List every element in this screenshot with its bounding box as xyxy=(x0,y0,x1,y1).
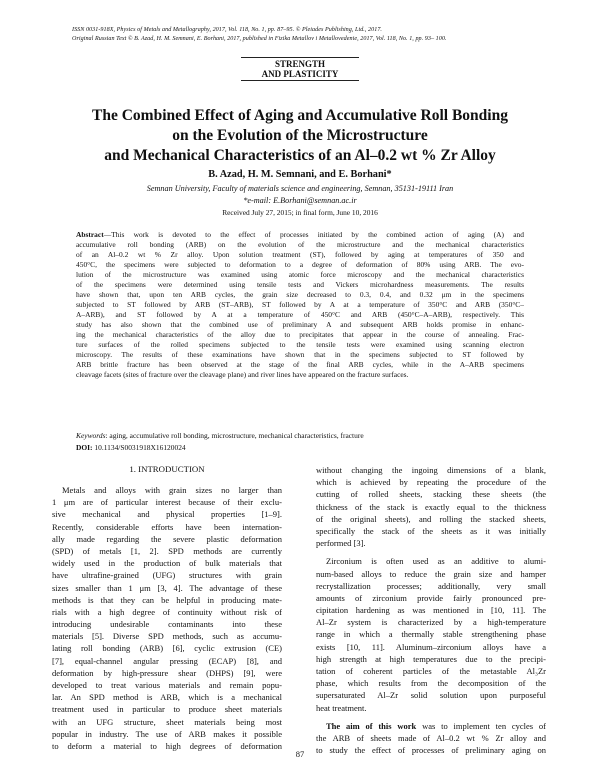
body-line: Zirconium is often used as an additive to alumi- xyxy=(326,556,546,567)
body-line: supersaturated Al–Zr solid solution upon purposeful xyxy=(316,690,546,701)
body-line: without changing the ingoing dimensions of a blank, xyxy=(316,465,546,475)
abstract-line: subjected to ST followed by ARB (ST–ARB), ST followed by A at a temperature of 350°C and ARB (350°C– xyxy=(76,300,524,309)
abstract-line: microscopy. The results of these examinations have shown that in the specimens subjected to ST followed by xyxy=(76,350,524,359)
section-label-line-1: STRENGTH xyxy=(274,59,325,69)
body-line: to study the effect of processes of preliminary aging on xyxy=(316,745,546,756)
body-line: ally made regarding the severe plastic deformation xyxy=(52,533,282,544)
abstract-line: cleavage facets (sites of fracture over the cleavage plane) and river lines have appeared on the fracture surfaces. xyxy=(76,370,409,379)
authors: B. Azad, H. M. Semnani, and E. Borhani* xyxy=(208,169,392,180)
body-line: range in which a thermally stable strengthening phase xyxy=(316,629,546,640)
body-line: introducing undesirable contaminants into these xyxy=(52,619,282,630)
body-line: cipitation hardening as was mentioned in [10, 11]. The xyxy=(316,605,546,616)
body-line: materials [5]. Diverse SPD methods, such as accumu- xyxy=(52,631,282,642)
abstract-label: Abstract xyxy=(76,230,104,239)
body-line: developed to treat various materials and remain popu- xyxy=(52,680,282,690)
introduction-heading: 1. INTRODUCTION xyxy=(129,464,205,474)
abstract-line: 450°C, the specimens were subjected to deformation to a degree of deformation of 80% using ARB. The evo- xyxy=(76,260,524,269)
section-label-line-2: AND PLASTICITY xyxy=(261,69,339,79)
abstract-line: have shown that, upon ten ARB cycles, the grain size decreased to 0.3, 0.4, and 0.32 μm in the specimens xyxy=(76,290,524,299)
body-line: Metals and alloys with grain sizes no larger than xyxy=(62,485,282,495)
body-line: rials with a high degree of continuity without risk of xyxy=(52,606,282,617)
paper-title-line-1: The Combined Effect of Aging and Accumulative Roll Bonding xyxy=(92,107,508,124)
body-line: [7], equal-channel angular pressing (ECAP) [8], and xyxy=(52,655,282,666)
abstract-line: Abstract—This work is devoted to the effect of processes initiated by the combined action of aging (A) and xyxy=(76,230,524,239)
body-line: lar. An SPD method is ARB, which is a mechanical xyxy=(52,692,282,703)
abstract-line: of the specimens were determined using tensile tests and Vickers microhardness measurements. The results xyxy=(76,280,524,289)
body-line: to deform a material to high degrees of deformation xyxy=(52,740,282,751)
body-line: specifically the stack of the sheets as it was initially xyxy=(316,525,546,536)
body-line: popular in industry. The use of ARB makes it possible xyxy=(52,728,282,739)
body-line: performed [3]. xyxy=(316,538,366,549)
body-line: Recently, considerable efforts have been internation- xyxy=(52,521,282,532)
doi-value[interactable]: 10.1134/S0031918X16120024 xyxy=(94,443,186,452)
paper-title-line-2: on the Evolution of the Microstructure xyxy=(172,127,428,144)
abstract-line: A–ARB), and ST followed by A at a temperature of 450°C and ARB (450°C–A–ARB), respectively. This xyxy=(76,310,524,319)
body-line: heat treatment. xyxy=(316,702,367,713)
keywords-label: Keywords xyxy=(76,431,106,440)
body-line: have ultrafine-grained (UFG) structures with grain xyxy=(52,570,282,581)
abstract-line: study has also shown that the combined use of preliminary A and subsequent ARB holds promise in enhanc- xyxy=(76,320,524,329)
body-line: tation of coherent particles of the metastable Al₃Zr xyxy=(316,666,546,676)
body-line: of the original sheets), and rolling the stacked sheets, xyxy=(316,513,546,524)
body-line: methods is that they can be helpful in producing mate- xyxy=(52,594,282,605)
abstract-line: of an Al–0.2 wt % Zr alloy. Upon solution treatment (ST), followed by aging at temperatures of 350 and xyxy=(76,250,524,259)
body-line: 1 μm are of particular interest because of their exclu- xyxy=(52,497,282,508)
body-line: with an UFG structure, sheet materials being most xyxy=(52,716,282,727)
body-line: thickness of the stack is exactly equal to the thickness xyxy=(316,501,546,512)
paper-title-line-3: and Mechanical Characteristics of an Al–0.2 wt % Zr Alloy xyxy=(104,147,496,164)
section-rule-bottom xyxy=(241,80,359,81)
body-line: high strength at high temperatures due to the precipi- xyxy=(316,653,546,664)
body-line: cutting of rolled sheets, stacking these sheets (the xyxy=(316,489,546,500)
received-dates: Received July 27, 2015; in final form, June 10, 2016 xyxy=(222,208,378,217)
abstract-line: ARB brittle fracture has been observed at the stage of the final ARB cycles, while in the A–ARB specimens xyxy=(76,360,524,369)
abstract xyxy=(76,230,524,380)
abstract-line: accumulative roll bonding (ARB) on the evolution of the microstructure and the mechanical characteristics xyxy=(76,240,524,249)
body-line: widely used in the production of bulk materials that xyxy=(52,558,282,569)
doi xyxy=(76,443,524,453)
section-rule-top xyxy=(241,57,359,58)
body-line: recrystallization processes; additionally, very small xyxy=(316,580,546,591)
body-line: which is achieved by repeating the procedure of the xyxy=(316,477,546,488)
body-line: exists [10, 11]. Aluminum–zirconium alloys have a xyxy=(316,641,546,652)
body-line: the ARB of sheets made of Al–0.2 wt % Zr alloy and xyxy=(316,732,546,743)
email: *e-mail: E.Borhani@semnan.ac.ir xyxy=(243,196,357,205)
body-line: sive mechanical and physical properties [1–9]. xyxy=(52,509,282,520)
page-number: 87 xyxy=(295,749,305,759)
right-column xyxy=(316,464,546,756)
body-line: (SPD) of metals [1, 2]. SPD methods are currently xyxy=(52,545,282,556)
keywords xyxy=(76,431,524,441)
body-line: amounts of zirconium provide fairly pronounced pre- xyxy=(316,592,546,603)
body-line: num-based alloys to reduce the grain size and hamper xyxy=(316,568,546,579)
abstract-line: lution of the microstructure was examined using atomic force microscopy and the mechanical characteristics xyxy=(76,270,524,279)
keywords-text: : aging, accumulative roll bonding, microstructure, mechanical characteristics, fracture xyxy=(105,431,364,440)
body-line: phase, which results from the decomposition of the xyxy=(316,678,546,689)
journal-header-line-1: ISSN 0031-918X, Physics of Metals and Metallography, 2017, Vol. 118, No. 1, pp. 87–95. © Pleiades Publishing, Ltd., 2017. xyxy=(72,27,382,33)
doi-label: DOI: xyxy=(76,443,93,452)
body-line: deformation by high-pressure shear (DHPS) [9], were xyxy=(52,667,282,678)
left-column xyxy=(52,463,282,752)
body-line: Al–Zr system is characterized by a high-temperature xyxy=(316,617,546,628)
abstract-line: ing the mechanical characteristics of the alloy due to precipitates that appear in the course of annealing. Frac- xyxy=(76,330,524,339)
body-line: The aim of this work was to implement ten cycles of xyxy=(326,720,546,731)
body-line: lating roll bonding (ARB) [6], cyclic extrusion (CE) xyxy=(52,643,282,654)
aim-label: The aim of this work xyxy=(326,720,417,731)
abstract-line: ture surfaces of the rolled specimens subjected to the tensile tests were examined using scanning electron xyxy=(76,340,524,349)
body-line: sizes smaller than 1 μm [3, 4]. The advantage of these xyxy=(52,582,282,593)
body-line: treatment used in particular to produce sheet materials xyxy=(52,704,282,715)
journal-header-line-2: Original Russian Text © B. Azad, H. M. Semnani, E. Borhani, 2017, published in Fizika Metallov i Metallovedenie, 2017, Vol. 118, No. 1, pp. 93– 100. xyxy=(72,36,447,42)
affiliation: Semnan University, Faculty of materials science and engineering, Semnan, 35131-19111 Iran xyxy=(146,184,454,193)
